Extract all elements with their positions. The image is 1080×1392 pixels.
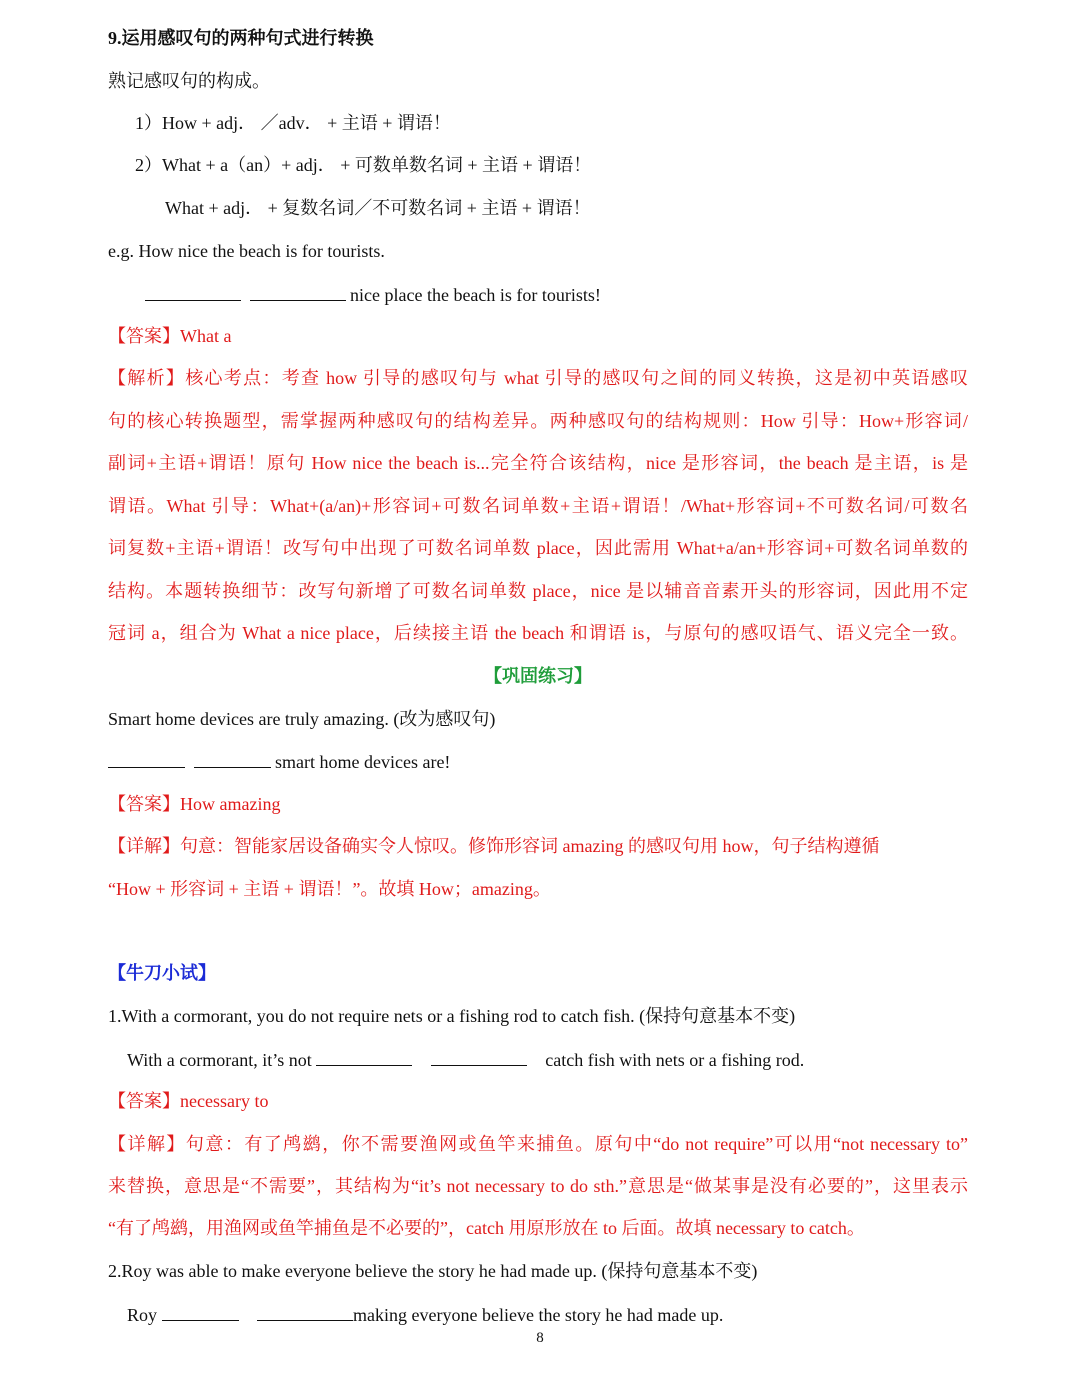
- trial-answer-1: [108, 1089, 968, 1115]
- trial-rewrite-1: [127, 1047, 987, 1073]
- example-rewrite: [145, 282, 1005, 308]
- page-number: 8: [536, 1330, 544, 1346]
- analysis-line: 谓语。What 引导：What+(a/an)+形容词+可数名词单数+主语+谓语！/What+形容词+不可数名词/可数名: [108, 496, 968, 516]
- detail-line: 【详解】句意：智能家居设备确实令人惊叹。修饰形容词 amazing 的感叹句用 how，句子结构遵循: [108, 836, 880, 856]
- answer-blank[interactable]: [194, 749, 271, 768]
- answer-label: 【答案】: [108, 1091, 180, 1111]
- analysis-line: 结构。本题转换细节：改写句新增了可数名词单数 place，nice 是以辅音音素开头的形容词，因此用不定: [108, 581, 968, 601]
- rule-3: What + adj． + 复数名词／不可数名词 + 主语 + 谓语！: [165, 198, 591, 218]
- analysis-line: 词复数+主语+谓语！改写句中出现了可数名词单数 place，因此需用 What+a/an+形容词+可数名词单数的: [108, 538, 968, 558]
- rewrite-text: making everyone believe the story he had made up.: [353, 1305, 724, 1325]
- example-answer: [108, 324, 968, 350]
- answer-blank[interactable]: [108, 749, 185, 768]
- rule-2: 2）What + a（an）+ adj． + 可数单数名词 + 主语 + 谓语！: [135, 155, 592, 175]
- answer-blank[interactable]: [145, 282, 241, 301]
- detail-line: “有了鸬鹚，用渔网或鱼竿捕鱼是不必要的”，catch 用原形放在 to 后面。故填 necessary to catch。: [108, 1218, 865, 1238]
- rewrite-text: catch fish with nets or a fishing rod.: [545, 1050, 805, 1070]
- detail-line: 来替换，意思是“不需要”，其结构为“it’s not necessary to do sth.”意思是“做某事是没有必要的”，这里表示: [108, 1176, 968, 1196]
- rewrite-text: smart home devices are!: [270, 752, 451, 772]
- answer-text: What a: [180, 326, 232, 346]
- rewrite-text: Roy: [127, 1305, 162, 1325]
- trial-question-1: 1.With a cormorant, you do not require nets or a fishing rod to catch fish. (保持句意基本不变): [108, 1006, 796, 1026]
- practice-heading: 【巩固练习】: [484, 666, 592, 686]
- answer-blank[interactable]: [257, 1302, 353, 1321]
- trial-heading: 【牛刀小试】: [108, 963, 216, 983]
- analysis-line: 【解析】核心考点：考查 how 引导的感叹句与 what 引导的感叹句之间的同义转换，这是初中英语感叹: [108, 368, 968, 388]
- answer-label: 【答案】: [108, 326, 180, 346]
- answer-label: 【答案】: [108, 794, 180, 814]
- answer-text: necessary to: [180, 1091, 269, 1111]
- analysis-line: 副词+主语+谓语！原句 How nice the beach is...完全符合该结构，nice 是形容词，the beach 是主语，is 是: [108, 453, 968, 473]
- rule-1: 1）How + adj． ／adv． + 主语 + 谓语！: [135, 113, 451, 133]
- answer-blank[interactable]: [250, 282, 346, 301]
- answer-blank[interactable]: [162, 1302, 239, 1321]
- answer-text: How amazing: [180, 794, 281, 814]
- intro-text: 熟记感叹句的构成。: [108, 71, 270, 91]
- detail-line: 【详解】句意：有了鸬鹚，你不需要渔网或鱼竿来捕鱼。原句中“do not require”可以用“not necessary to”: [108, 1134, 968, 1154]
- answer-blank[interactable]: [431, 1047, 527, 1066]
- trial-rewrite-2: [127, 1302, 987, 1328]
- analysis-line: 句的核心转换题型，需掌握两种感叹句的结构差异。两种感叹句的结构规则：How 引导：How+形容词/: [108, 411, 968, 431]
- trial-question-2: 2.Roy was able to make everyone believe the story he had made up. (保持句意基本不变): [108, 1261, 758, 1281]
- practice-answer: [108, 792, 968, 818]
- practice-rewrite: [108, 749, 968, 775]
- section-title: 9.运用感叹句的两种句式进行转换: [108, 28, 374, 48]
- example-sentence: e.g. How nice the beach is for tourists.: [108, 241, 385, 261]
- rewrite-text: nice place the beach is for tourists!: [345, 285, 601, 305]
- analysis-line: 冠词 a，组合为 What a nice place，后续接主语 the beach 和谓语 is，与原句的感叹语气、语义完全一致。: [108, 623, 968, 643]
- answer-blank[interactable]: [316, 1047, 412, 1066]
- rewrite-text: With a cormorant, it’s not: [127, 1050, 317, 1070]
- detail-line: “How + 形容词 + 主语 + 谓语！”。故填 How；amazing。: [108, 879, 551, 899]
- practice-question: Smart home devices are truly amazing. (改为感叹句): [108, 709, 496, 729]
